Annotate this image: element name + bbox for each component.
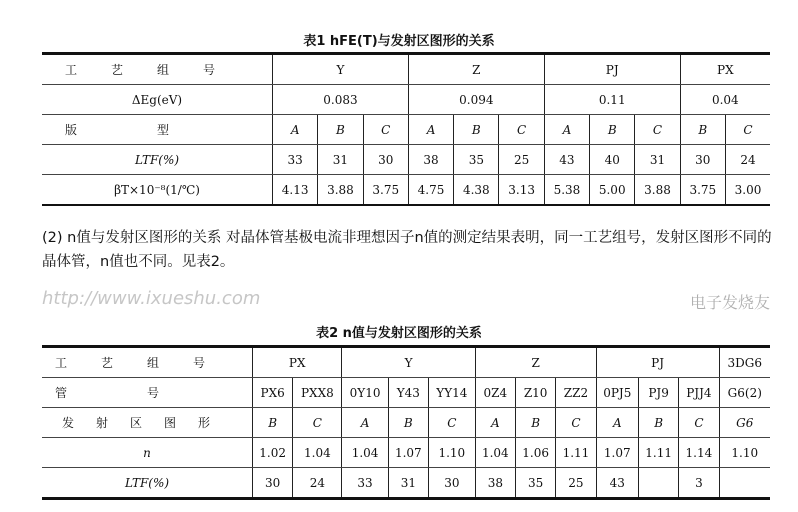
body-paragraph: (2) n值与发射区图形的关系 对晶体管基极电流非理想因子n值的测定结果表明，同一工艺组号，发射区图形不同的晶体管，n值也不同。见表2。 (42, 230, 772, 270)
cell: C (556, 408, 596, 438)
group-cell: Z (408, 54, 544, 85)
cell: 3.88 (318, 175, 363, 206)
cell (638, 468, 678, 499)
cell: 30 (253, 468, 293, 499)
cell: 1.14 (679, 438, 719, 468)
cell: 30 (363, 145, 408, 175)
group-cell: Y (273, 54, 409, 85)
cell: 1.10 (428, 438, 475, 468)
cell: 1.04 (342, 438, 388, 468)
cell: 5.38 (544, 175, 589, 206)
cell: 4.75 (408, 175, 453, 206)
cell: 31 (635, 145, 680, 175)
cell: C (725, 115, 770, 145)
cell: B (638, 408, 678, 438)
cell: 0Y10 (342, 378, 388, 408)
cell: 25 (499, 145, 544, 175)
cell: C (428, 408, 475, 438)
cell: 33 (342, 468, 388, 499)
row-label: 版型 (42, 115, 273, 145)
cell: 1.11 (638, 438, 678, 468)
cell: 1.04 (293, 438, 342, 468)
watermark: http://www.ixueshu.com (42, 288, 261, 309)
cell: B (318, 115, 363, 145)
cell: 30 (680, 145, 725, 175)
cell: G6(2) (719, 378, 770, 408)
group-cell: Z (475, 347, 596, 378)
row-label: LTF(%) (42, 468, 253, 499)
cell: 3.75 (363, 175, 408, 206)
cell: A (273, 115, 318, 145)
cell: 33 (273, 145, 318, 175)
cell: B (590, 115, 635, 145)
cell: C (679, 408, 719, 438)
table-row (42, 408, 770, 438)
cell: A (596, 408, 638, 438)
cell: 43 (544, 145, 589, 175)
cell: Y43 (388, 378, 428, 408)
table2-caption: 表2 n值与发射区图形的关系 (316, 326, 482, 341)
cell: 35 (454, 145, 499, 175)
cell: 0Z4 (475, 378, 515, 408)
cell: 3 (679, 468, 719, 499)
cell: 0.04 (680, 85, 770, 115)
table-row (42, 468, 770, 499)
cell: PJ9 (638, 378, 678, 408)
group-cell: PJ (596, 347, 719, 378)
cell: PJJ4 (679, 378, 719, 408)
cell: G6 (719, 408, 770, 438)
cell: 0.11 (544, 85, 680, 115)
group-cell: PX (253, 347, 342, 378)
table-row (42, 85, 770, 115)
table-row (42, 54, 770, 85)
cell: 1.11 (556, 438, 596, 468)
cell: YY14 (428, 378, 475, 408)
cell: B (388, 408, 428, 438)
cell: 3.88 (635, 175, 680, 206)
cell: ZZ2 (556, 378, 596, 408)
cell: 0.083 (273, 85, 409, 115)
cell: A (475, 408, 515, 438)
cell: 43 (596, 468, 638, 499)
cell: C (363, 115, 408, 145)
cell: PXX8 (293, 378, 342, 408)
cell: 35 (515, 468, 555, 499)
group-cell: Y (342, 347, 475, 378)
table-row (42, 438, 770, 468)
row-label: ΔEg(eV) (42, 85, 273, 115)
cell: 40 (590, 145, 635, 175)
cell: 1.04 (475, 438, 515, 468)
cell: 1.07 (388, 438, 428, 468)
cell: 1.10 (719, 438, 770, 468)
cell: A (544, 115, 589, 145)
row-label: 发射区图形 (42, 408, 253, 438)
table-row (42, 378, 770, 408)
table-row (42, 347, 770, 378)
table1 (42, 52, 770, 206)
row-label: βT×10⁻⁸(1/℃) (42, 175, 273, 206)
cell: 24 (293, 468, 342, 499)
group-cell: 3DG6 (719, 347, 770, 378)
cell: 3.00 (725, 175, 770, 206)
cell: 3.13 (499, 175, 544, 206)
cell: 38 (475, 468, 515, 499)
cell: 31 (388, 468, 428, 499)
cell: 0.094 (408, 85, 544, 115)
cell: C (499, 115, 544, 145)
cell: B (253, 408, 293, 438)
cell: 4.38 (454, 175, 499, 206)
cell: 31 (318, 145, 363, 175)
cell: 1.02 (253, 438, 293, 468)
cell: 5.00 (590, 175, 635, 206)
cell: 24 (725, 145, 770, 175)
group-cell: PJ (544, 54, 680, 85)
site-logo: 电子发烧友 (689, 293, 770, 312)
cell: 1.06 (515, 438, 555, 468)
row-label: 工艺组号 (42, 347, 253, 378)
group-cell: PX (680, 54, 770, 85)
table-row (42, 145, 770, 175)
table1-caption: 表1 hFE(T)与发射区图形的关系 (303, 34, 495, 49)
row-label: n (42, 438, 253, 468)
row-label: 管号 (42, 378, 253, 408)
row-label: 工艺组号 (42, 54, 273, 85)
table-row (42, 115, 770, 145)
cell: 4.13 (273, 175, 318, 206)
cell: 30 (428, 468, 475, 499)
cell: 25 (556, 468, 596, 499)
cell: A (408, 115, 453, 145)
cell: 0PJ5 (596, 378, 638, 408)
cell (719, 468, 770, 499)
row-label: LTF(%) (42, 145, 273, 175)
cell: 38 (408, 145, 453, 175)
cell: 1.07 (596, 438, 638, 468)
table-row (42, 175, 770, 206)
cell: Z10 (515, 378, 555, 408)
cell: C (293, 408, 342, 438)
cell: C (635, 115, 680, 145)
cell: B (454, 115, 499, 145)
cell: B (515, 408, 555, 438)
cell: PX6 (253, 378, 293, 408)
table2 (42, 345, 770, 500)
cell: B (680, 115, 725, 145)
cell: A (342, 408, 388, 438)
cell: 3.75 (680, 175, 725, 206)
